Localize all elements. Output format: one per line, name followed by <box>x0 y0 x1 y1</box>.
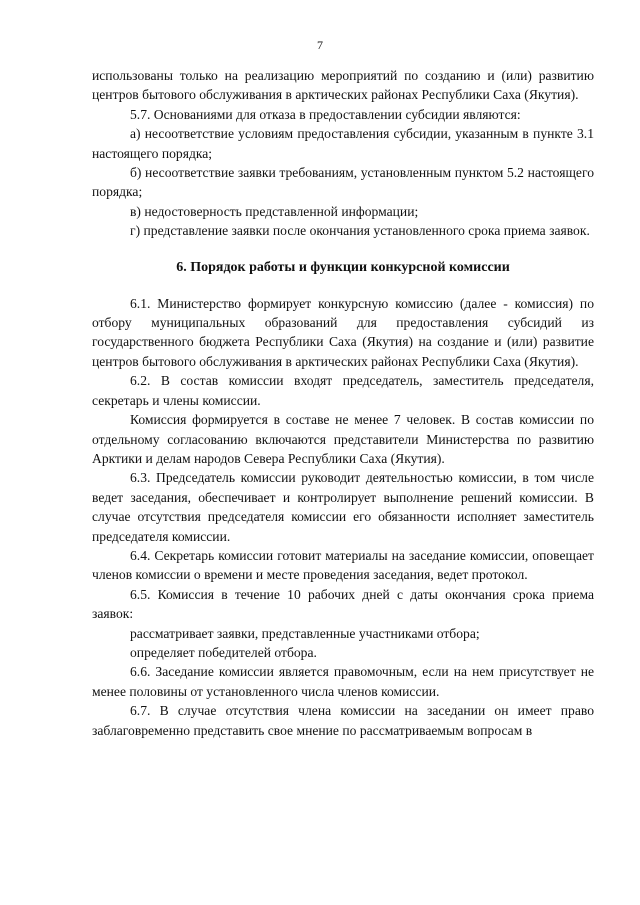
paragraph-5-7: 5.7. Основаниями для отказа в предоставлении субсидии являются: <box>130 106 521 122</box>
section-heading: 6. Порядок работы и функции конкурсной комиссии <box>176 259 510 275</box>
paragraph-6-1: 6.1. Министерство формирует конкурсную комиссию (далее - комиссия) по отбору муниципальных образований для предоставления субсидий из государственного бюджета Республики Саха (Якутия) на создание и (или) развитие центров бытового обслуживания в арктических районах Республики Саха (Якутия). <box>92 295 594 369</box>
list-item-a: а) несоответствие условиям предоставления субсидии, указанным в пункте 3.1 настоящего порядка; <box>92 126 594 161</box>
page-number: 7 <box>317 38 323 52</box>
paragraph-6-7: 6.7. В случае отсутствия члена комиссии на заседании он имеет право заблаговременно представить свое мнение по рассматриваемым вопросам в <box>92 703 594 738</box>
list-item-v: в) недостоверность представленной информации; <box>130 203 419 219</box>
paragraph-6-5: 6.5. Комиссия в течение 10 рабочих дней с даты окончания срока приема заявок: <box>92 586 594 622</box>
paragraph-6-3: 6.3. Председатель комиссии руководит деятельностью комиссии, в том числе ведет заседания, обеспечивает и контролирует выполнение решений комиссии. В случае отсутствия председателя комиссии его обязанности исполняет заместитель председателя комиссии. <box>92 470 594 544</box>
list-item-g: г) представление заявки после окончания установленного срока приема заявок. <box>130 223 590 239</box>
paragraph-6-4: 6.4. Секретарь комиссии готовит материалы на заседание комиссии, оповещает членов комиссии о времени и месте проведения заседания, ведет протокол. <box>92 547 594 583</box>
paragraph-commission-composition: Комиссия формируется в составе не менее 7 человек. В состав комиссии по отдельному согласованию включаются представители Министерства по развитию Арктики и делам народов Севера Республики Саха (Якутия). <box>92 412 594 466</box>
paragraph-6-2: 6.2. В состав комиссии входят председатель, заместитель председателя, секретарь и члены комиссии. <box>92 373 594 408</box>
document-body <box>92 66 594 740</box>
paragraph-continuation: использованы только на реализацию мероприятий по созданию и (или) развитию центров бытового обслуживания в арктических районах Республики Саха (Якутия). <box>92 68 594 103</box>
paragraph-6-6: 6.6. Заседание комиссии является правомочным, если на нем присутствует не менее половины от установленного числа членов комиссии. <box>92 664 594 699</box>
list-item-b: б) несоответствие заявки требованиям, установленным пунктом 5.2 настоящего порядка; <box>92 165 594 200</box>
list-item-winners: определяет победителей отбора. <box>130 644 317 660</box>
list-item-review: рассматривает заявки, представленные участниками отбора; <box>130 625 480 641</box>
